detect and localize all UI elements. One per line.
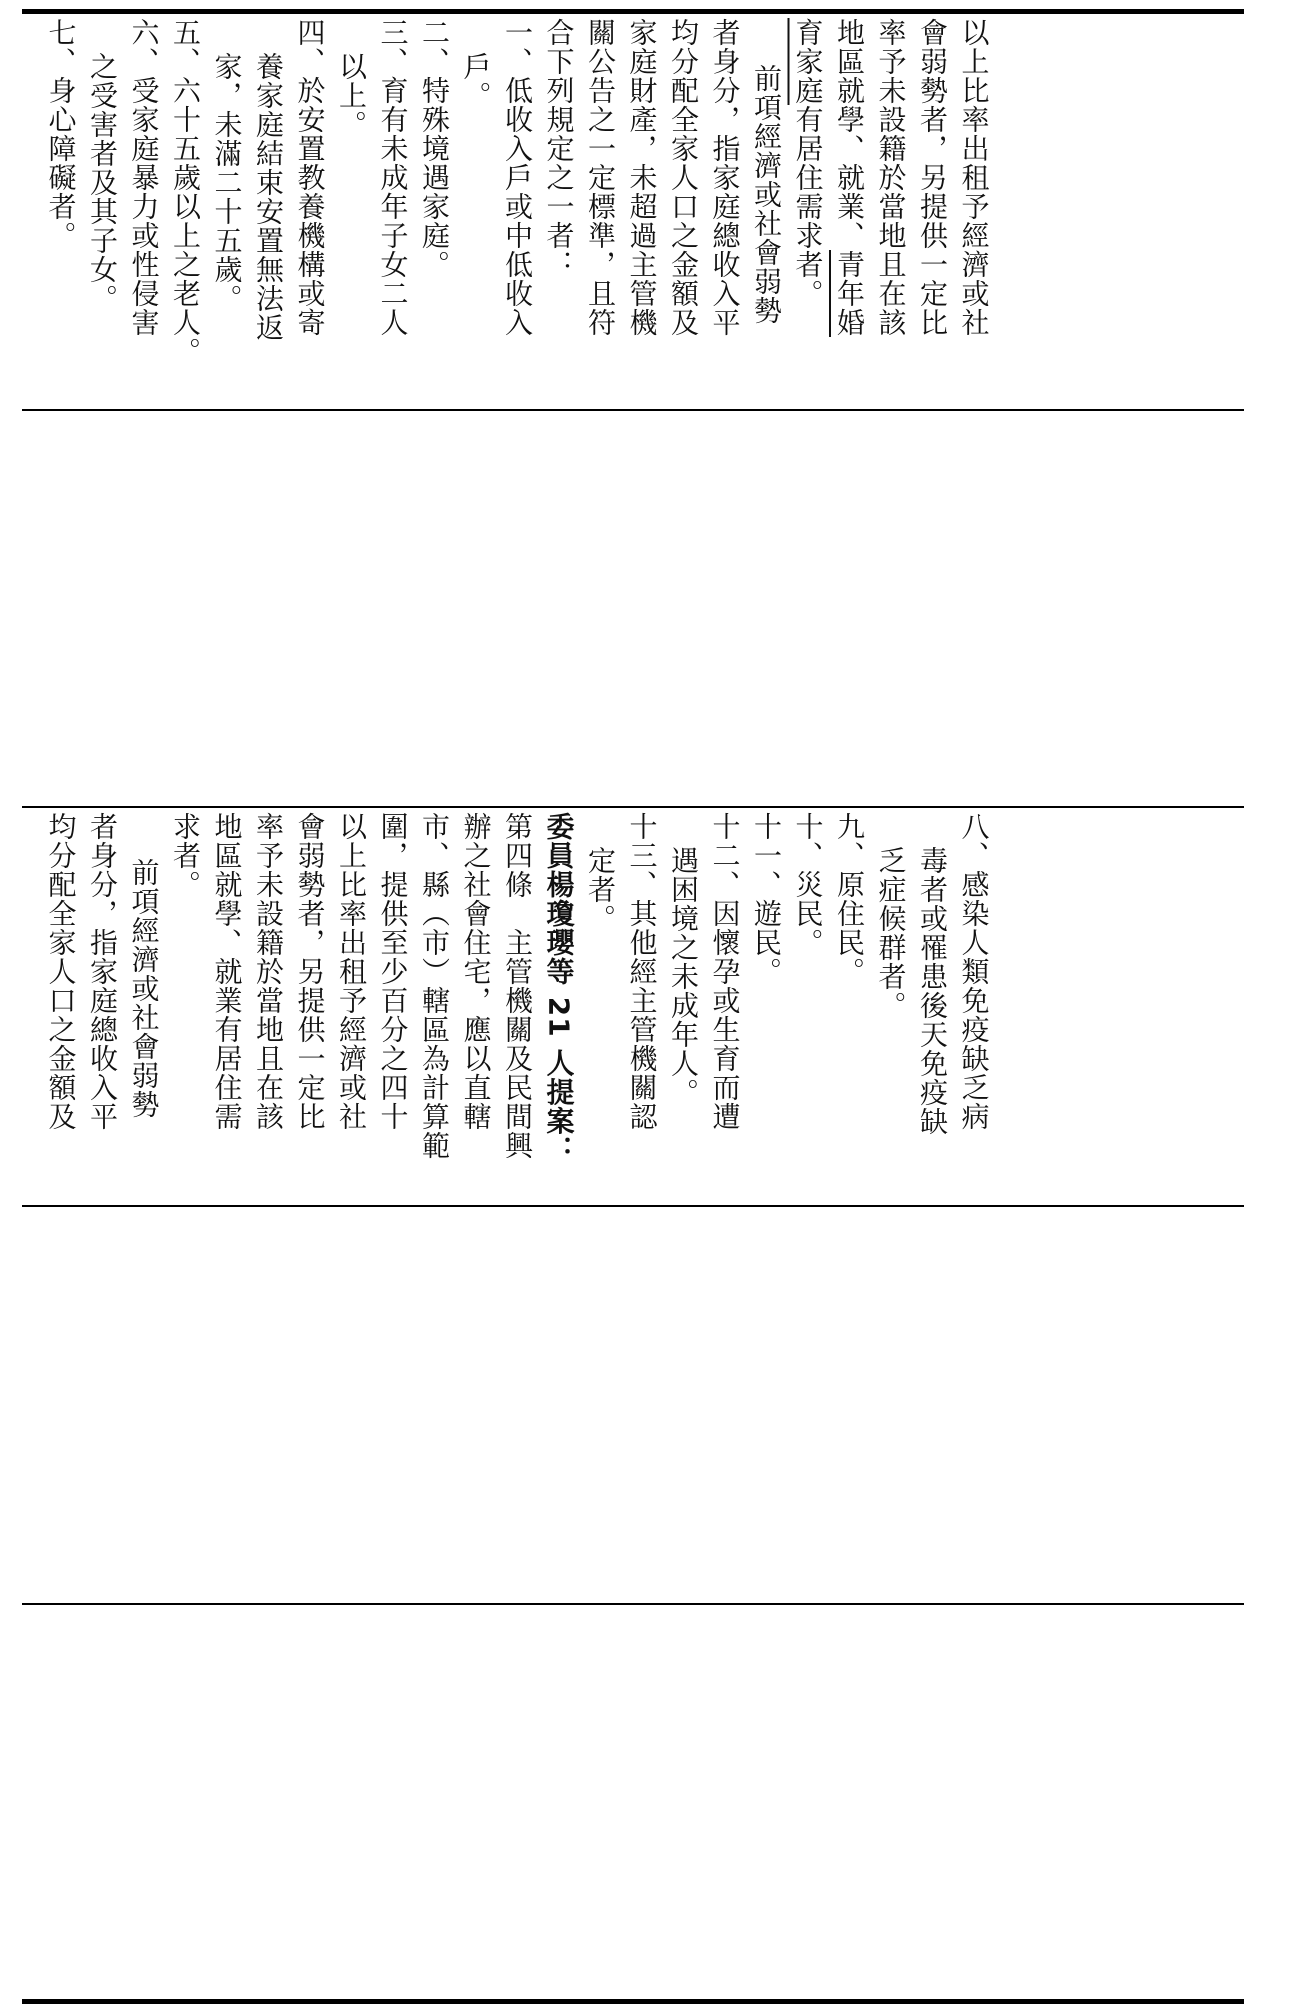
text-line: 六、受家庭暴力或性侵害 — [127, 18, 161, 337]
vertical-text-block — [40, 812, 995, 1200]
text-line: 九、原住民。 — [833, 812, 866, 986]
divider-line — [22, 806, 1244, 808]
text-line: 合下列規定之一者： — [542, 18, 576, 279]
text-line: 五、六十五歲以上之老人。 — [169, 18, 202, 366]
text-line: 辦之社會住宅，應以直轄 — [459, 812, 493, 1131]
text-line: 乏症候群者。 — [874, 846, 908, 1020]
top-border — [22, 9, 1244, 14]
text-line: 一、低收入戶或中低收入 — [501, 18, 534, 337]
text-line: 之受害者及其子女。 — [86, 52, 119, 313]
text-line: 家，未滿二十五歲。 — [210, 52, 244, 313]
text-line — [787, 18, 829, 406]
text-line: 均分配全家人口之金額及 — [44, 812, 78, 1131]
text-line: 前項經濟或社會弱勢 — [127, 858, 161, 1119]
text-line: 率予未設籍於當地且在該 — [874, 18, 908, 337]
text-segment-middle — [40, 812, 1240, 1200]
text-line: 二、特殊境遇家庭。 — [418, 18, 451, 279]
vertical-text-block — [40, 18, 995, 406]
underlined-text: 青年婚 — [833, 250, 866, 337]
text-line: 家庭財產，未超過主管機 — [625, 18, 659, 337]
text-line: 以上比率出租予經濟或社 — [957, 18, 991, 337]
divider-line — [22, 409, 1244, 411]
proposal-heading: 委員楊瓊瓔等 21 人提案： — [542, 812, 576, 1165]
underlined-text: 育家庭 — [791, 18, 825, 105]
text-line: 求者。 — [169, 812, 202, 899]
text-line: 十二、因懷孕或生育而遭 — [708, 812, 742, 1131]
text-line: 毒者或罹患後天免疫缺 — [916, 846, 949, 1136]
divider-line — [22, 1603, 1244, 1605]
text-line: 戶。 — [459, 52, 493, 110]
text-line: 地區就學、就業有居住需 — [210, 812, 244, 1131]
text-line: 會弱勢者，另提供一定比 — [293, 812, 327, 1131]
text-line: 前項經濟或社會弱勢 — [750, 64, 783, 325]
text-line: 十、災民。 — [791, 812, 825, 957]
text-line: 遇困境之未成年人。 — [667, 846, 700, 1107]
text-line: 率予未設籍於當地且在該 — [252, 812, 285, 1131]
text-line: 七、身心障礙者。 — [44, 18, 78, 250]
bottom-border — [22, 1999, 1244, 2004]
divider-line — [22, 1205, 1244, 1207]
text-line: 十一、遊民。 — [750, 812, 783, 986]
text-line: 定者。 — [584, 846, 617, 933]
text-line: 十三、其他經主管機關認 — [625, 812, 659, 1131]
text-run: 地區就學、就業、 — [833, 18, 866, 250]
text-line: 圍，提供至少百分之四十 — [376, 812, 410, 1131]
text-line: 第四條 主管機關及民間興 — [501, 812, 534, 1160]
text-line: 八、感染人類免疫缺乏病 — [957, 812, 991, 1131]
text-run: 有居住需求者。 — [791, 105, 825, 308]
text-line: 市、縣（市）轄區為計算範 — [418, 812, 451, 1160]
text-line: 四、於安置教養機構或寄 — [293, 18, 327, 337]
text-line: 以上。 — [335, 52, 368, 139]
text-line: 三、育有未成年子女二人 — [376, 18, 410, 337]
text-line: 以上比率出租予經濟或社 — [335, 812, 368, 1131]
text-line: 會弱勢者，另提供一定比 — [916, 18, 949, 337]
text-segment-top — [40, 18, 1240, 406]
text-line: 均分配全家人口之金額及 — [667, 18, 700, 337]
text-line: 者身分，指家庭總收入平 — [86, 812, 119, 1131]
text-line: 關公告之一定標準，且符 — [584, 18, 617, 337]
text-line — [829, 18, 871, 406]
text-line: 養家庭結束安置無法返 — [252, 52, 285, 342]
text-line: 者身分，指家庭總收入平 — [708, 18, 742, 337]
